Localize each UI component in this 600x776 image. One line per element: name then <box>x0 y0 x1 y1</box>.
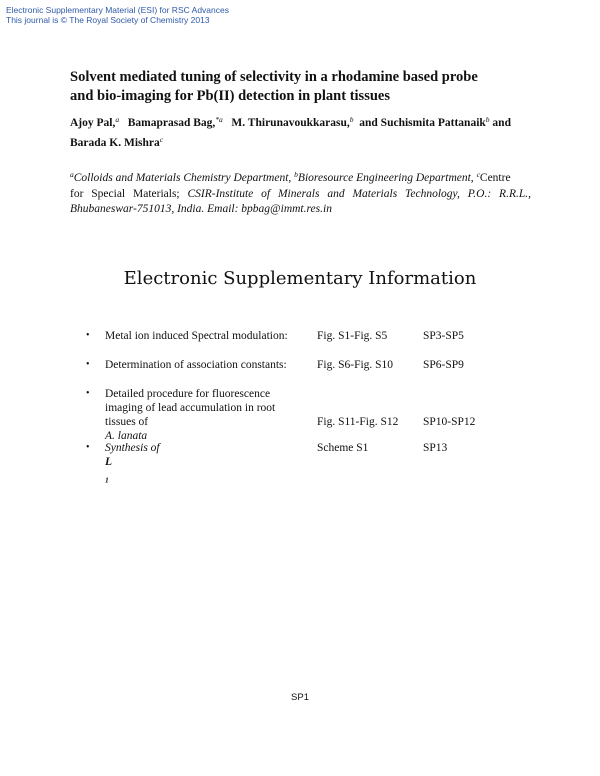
item-description-line2: imaging of lead accumulation in root <box>105 402 276 414</box>
item-figures: Scheme S1 <box>317 442 369 454</box>
author-and-1: and <box>359 117 378 129</box>
author-list <box>70 113 540 153</box>
affil-w10: P.O.: <box>467 187 492 200</box>
paper-title <box>70 68 540 106</box>
affil-sup-a: a <box>70 170 74 179</box>
affil-a: Colloids and Materials Chemistry Department, <box>73 172 292 184</box>
ligand-letter: L <box>105 456 113 468</box>
item-description-line1: Detailed procedure for fluorescence <box>105 388 271 400</box>
affil-line2 <box>70 187 531 203</box>
author-2: Bamaprasad Bag, <box>127 117 216 129</box>
ligand-subscript: 1 <box>105 475 109 485</box>
item-pages: SP3-SP5 <box>423 330 464 342</box>
journal-header-line2: This journal is © The Royal Society of Chemistry 2013 <box>6 15 210 25</box>
item-pages: SP13 <box>423 442 448 454</box>
item-description: Determination of association constants: <box>105 359 287 371</box>
item-figures: Fig. S1-Fig. S5 <box>317 330 388 342</box>
author-5-sup: c <box>159 135 164 144</box>
item-pages: SP10-SP12 <box>423 416 476 428</box>
affil-sup-c: c <box>476 170 480 179</box>
author-1: Ajoy Pal, <box>70 117 116 129</box>
item-description <box>105 441 305 487</box>
affil-w1: for <box>70 187 84 200</box>
affil-w3: Materials; <box>133 187 180 200</box>
title-line1: Solvent mediated tuning of selectivity in a rhodamine based probe <box>70 69 478 85</box>
bullet-marker: • <box>86 359 90 370</box>
bullet-marker: • <box>86 442 90 453</box>
item-figures: Fig. S11-Fig. S12 <box>317 416 399 428</box>
author-5: Barada K. Mishra <box>70 137 160 149</box>
affil-w4: CSIR-Institute <box>187 187 254 200</box>
author-4-sup: b <box>485 115 490 124</box>
affil-w11: R.R.L., <box>499 187 531 200</box>
page-number: SP1 <box>291 692 309 703</box>
species-name: A. lanata <box>105 430 148 442</box>
affil-line3: Bhubaneswar-751013, India. Email: bpbag@immt.res.in <box>70 203 332 215</box>
bullet-marker: • <box>86 388 90 399</box>
bullet-marker: • <box>86 330 90 341</box>
ligand-label <box>105 455 305 487</box>
affil-w7: and <box>327 187 345 200</box>
author-3-sup: b <box>349 115 354 124</box>
item-pages: SP6-SP9 <box>423 359 464 371</box>
item-figures: Fig. S6-Fig. S10 <box>317 359 394 371</box>
journal-header-line1: Electronic Supplementary Material (ESI) for RSC Advances <box>6 5 229 15</box>
item-description-line3 <box>105 415 305 443</box>
author-4: Suchismita Pattanaik <box>380 117 486 129</box>
synthesis-text: Synthesis of <box>105 442 160 454</box>
esi-heading: Electronic Supplementary Information <box>123 268 477 289</box>
affil-b: Bioresource Engineering Department, <box>297 172 474 184</box>
affiliations <box>70 171 531 218</box>
item-description-line3-text: tissues of <box>105 416 149 428</box>
item-description: Metal ion induced Spectral modulation: <box>105 330 288 342</box>
item-description <box>105 387 305 443</box>
affil-c-start: Centre <box>479 172 511 184</box>
author-1-sup: a <box>115 115 120 124</box>
affil-w6: Minerals <box>277 187 320 200</box>
author-2-sup: *a <box>215 115 223 124</box>
affil-line1 <box>70 171 531 187</box>
authors-line1 <box>70 113 540 133</box>
author-and-2: and <box>492 117 511 129</box>
affil-w2: Special <box>91 187 126 200</box>
affil-w5: of <box>261 187 271 200</box>
affil-w8: Materials <box>352 187 398 200</box>
author-3: M. Thirunavoukkarasu, <box>231 117 350 129</box>
authors-line2 <box>70 133 540 153</box>
affil-w9: Technology, <box>405 187 460 200</box>
title-line2: and bio-imaging for Pb(II) detection in plant tissues <box>70 88 390 104</box>
affil-sup-b: b <box>294 170 298 179</box>
